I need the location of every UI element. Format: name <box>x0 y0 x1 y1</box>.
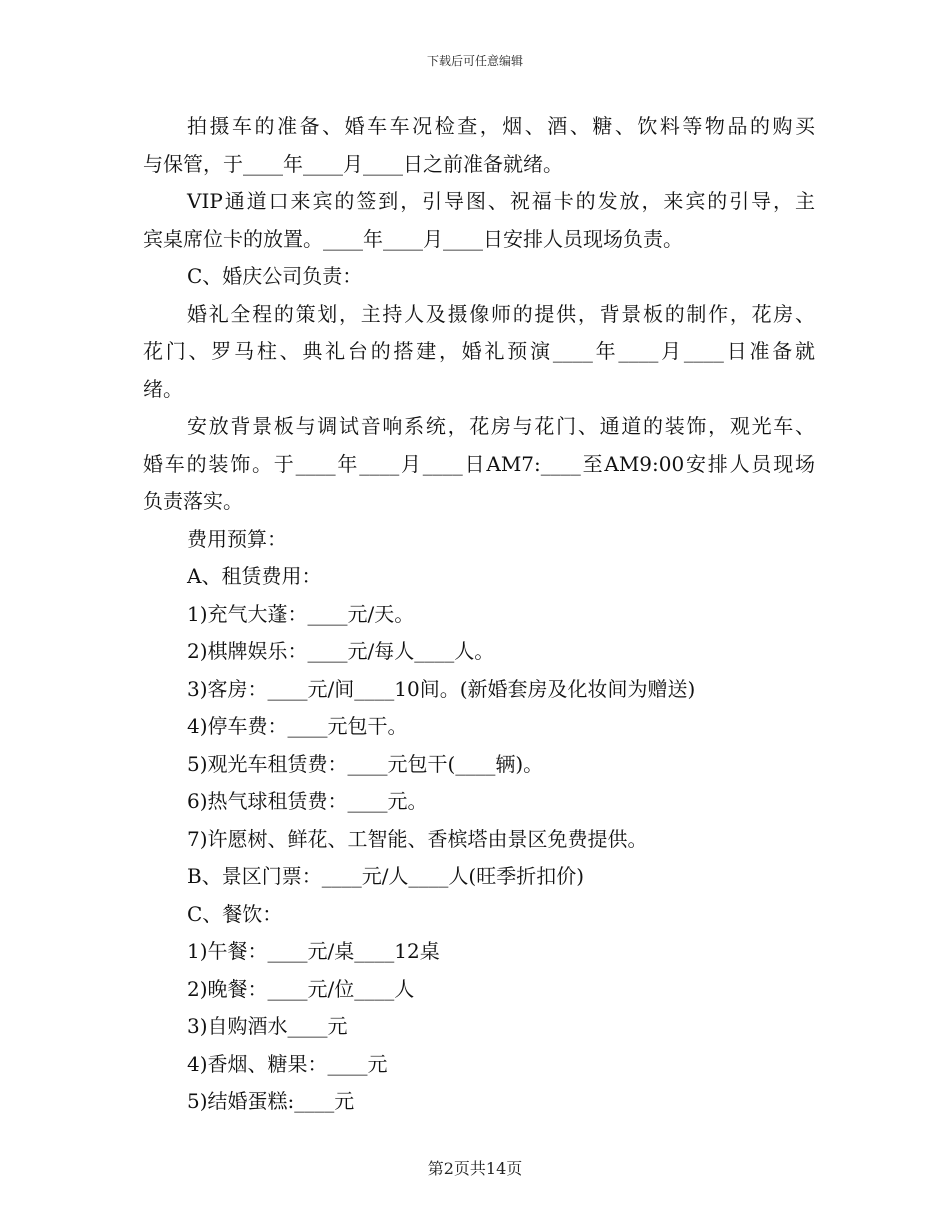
paragraph-line: VIP通道口来宾的签到，引导图、祝福卡的发放，来宾的引导，主 <box>187 189 815 213</box>
list-item: 4)香烟、糖果：____元 <box>187 1051 388 1076</box>
section-heading: B、景区门票：____元/人____人(旺季折扣价) <box>187 864 585 888</box>
paragraph-line: 花门、罗马柱、典礼台的搭建，婚礼预演____年____月____日准备就 <box>143 339 815 363</box>
paragraph-line: 与保管，于____年____月____日之前准备就绪。 <box>143 151 563 176</box>
paragraph-line: 绪。 <box>143 376 183 401</box>
paragraph-line: 宾桌席位卡的放置。____年____月____日安排人员现场负责。 <box>143 226 683 251</box>
page-header: 下载后可任意编辑 <box>426 54 523 68</box>
list-item: 5)观光车租赁费：____元包干(____辆)。 <box>187 751 544 776</box>
list-item: 3)客房：____元/间____10间。(新婚套房及化妆间为赠送) <box>187 676 696 701</box>
list-item: 5)结婚蛋糕:____元 <box>187 1089 355 1113</box>
list-item: 6)热气球租赁费：____元。 <box>187 789 428 813</box>
paragraph-line: 安放背景板与调试音响系统，花房与花门、通道的装饰，观光车、 <box>187 414 815 438</box>
list-item: 7)许愿树、鲜花、工智能、香槟塔由景区免费提供。 <box>187 826 648 851</box>
list-item: 3)自购酒水____元 <box>187 1014 348 1038</box>
list-item: 2)棋牌娱乐：____元/每人____人。 <box>187 639 495 663</box>
list-item: 1)午餐：____元/桌____12桌 <box>187 939 440 963</box>
section-heading: A、租赁费用： <box>187 564 322 588</box>
section-heading: C、婚庆公司负责： <box>187 264 363 288</box>
paragraph-line: 婚车的装饰。于____年____月____日AM7:____至AM9:00安排人员现场 <box>143 451 815 476</box>
page-footer: 第2页共14页 <box>427 1159 523 1178</box>
paragraph-line: 婚礼全程的策划，主持人及摄像师的提供，背景板的制作，花房、 <box>187 301 815 326</box>
paragraph-line: 拍摄车的准备、婚车车况检查，烟、酒、糖、饮料等物品的购买 <box>187 114 815 138</box>
list-item: 2)晚餐：____元/位____人 <box>187 976 415 1001</box>
document-body <box>143 108 815 1121</box>
paragraph-line: 负责落实。 <box>143 489 243 513</box>
section-heading: 费用预算： <box>187 526 287 551</box>
list-item: 4)停车费：____元包干。 <box>187 714 408 738</box>
section-heading: C、餐饮： <box>187 901 283 926</box>
list-item: 1)充气大蓬：____元/天。 <box>187 601 415 626</box>
